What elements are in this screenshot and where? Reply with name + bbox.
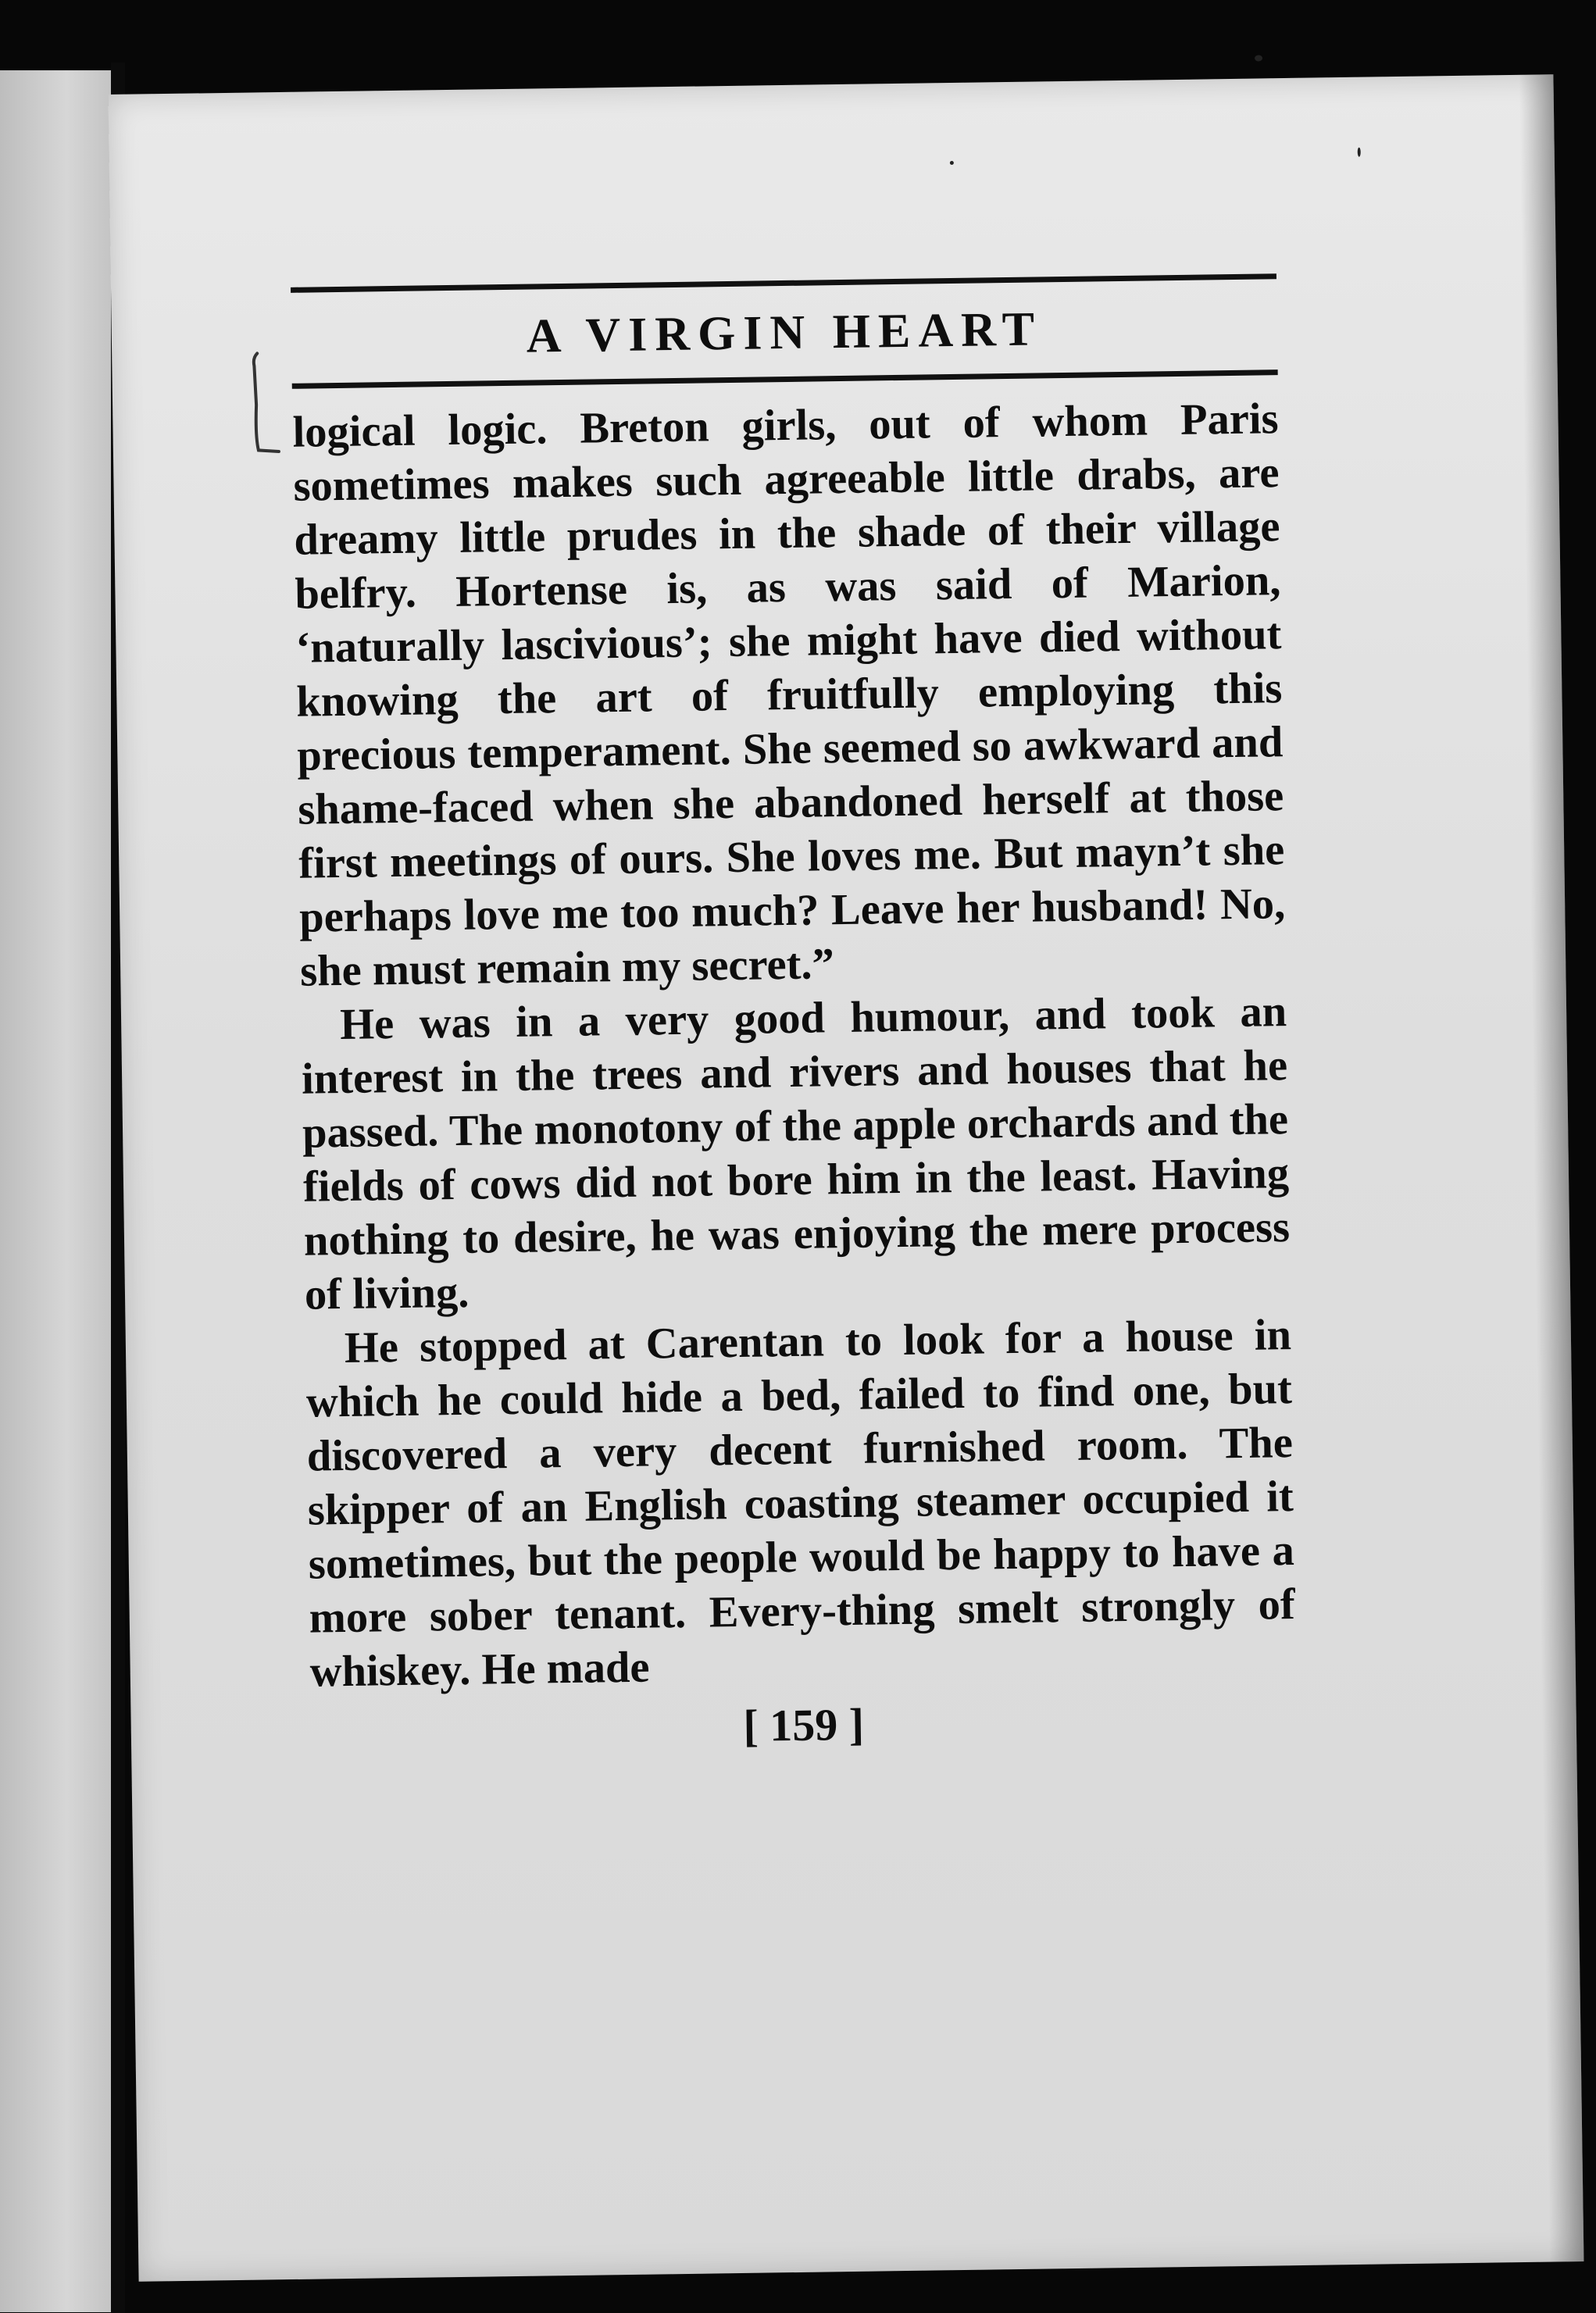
facing-page-edge bbox=[0, 70, 111, 2312]
running-head: A VIRGIN HEART bbox=[526, 302, 1043, 363]
body-text bbox=[292, 392, 1296, 1699]
book-page bbox=[109, 74, 1584, 2282]
page-shadow-edge bbox=[1519, 74, 1584, 2261]
dust-speck bbox=[1358, 148, 1361, 157]
header-rule-top bbox=[291, 273, 1276, 293]
pencil-margin-mark bbox=[246, 350, 282, 460]
header-rule-bottom bbox=[292, 369, 1278, 389]
paragraph: logical logic. Breton girls, out of whom Paris sometimes makes such agreeable little drabs, are dreamy little prudes in the shade of their village belfry. Hortense is, as was said of Marion, ‘naturally lascivious’; she might have died without knowing the art of fruitfully employing this precious temperament. She seemed so awkward and shame-faced when she abandoned herself at those first meetings of ours. She loves me. But mayn’t she perhaps love me too much? Leave her husband! No, she must remain my secret.” bbox=[292, 394, 1286, 996]
dust-speck bbox=[1255, 55, 1262, 61]
paragraph: He stopped at Carentan to look for a house in which he could hide a bed, failed to find one, but discovered a very decent furnished room. The skipper of an English coasting steamer occupied it sometimes, but the people would be happy to have a more sober tenant. Every-thing smelt strongly of whiskey. He made bbox=[305, 1311, 1296, 1697]
dust-speck bbox=[950, 161, 954, 165]
text-block bbox=[291, 273, 1297, 1760]
paragraph: He was in a very good humour, and took an interest in the trees and rivers and houses that he passed. The monotony of the apple orchards and the fields of cows did not bore him in the least. Having nothing to desire, he was enjoying the mere process of living. bbox=[301, 987, 1291, 1319]
page-number: [ 159 ] bbox=[742, 1698, 865, 1751]
